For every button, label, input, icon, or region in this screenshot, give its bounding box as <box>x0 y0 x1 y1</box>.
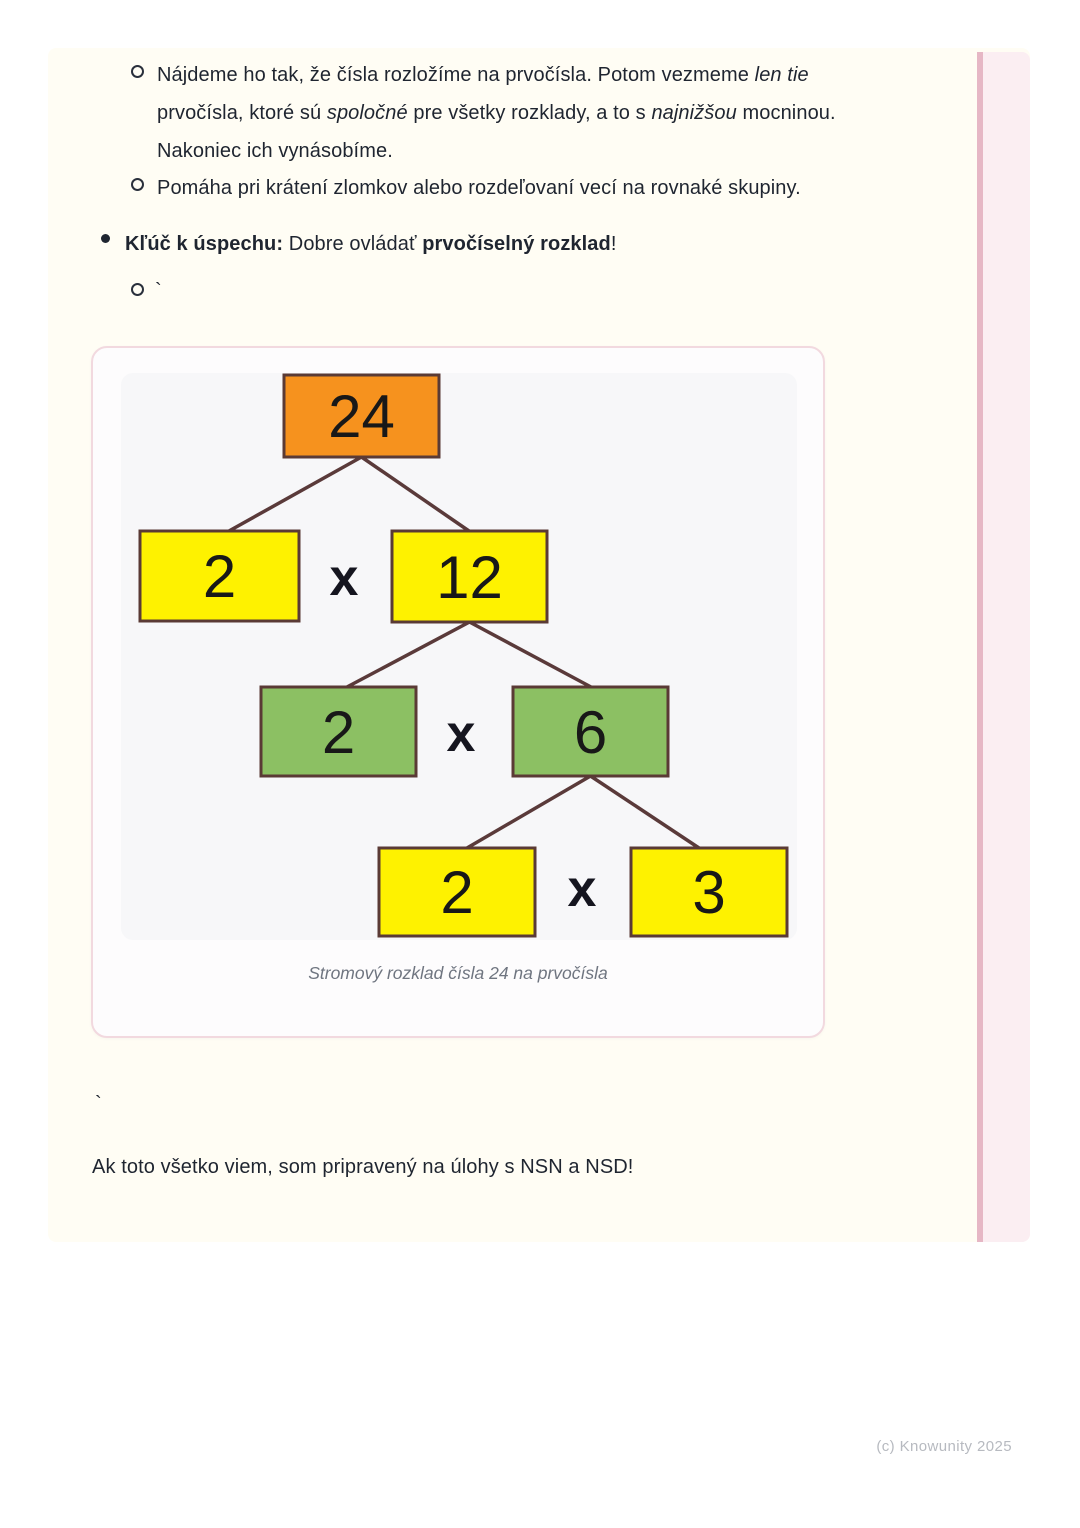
figure-card <box>91 346 825 1038</box>
disc-bullet-icon <box>101 234 110 243</box>
footer-copyright: (c) Knowunity 2025 <box>876 1438 1012 1455</box>
figure-caption: Stromový rozklad čísla 24 na prvočísla <box>308 963 608 983</box>
key-label: Kľúč k úspechu: <box>125 233 284 255</box>
bullet-text-italic: len tie <box>754 64 809 86</box>
closing-paragraph: Ak toto všetko viem, som pripravený na úlohy s NSN a NSD! <box>92 1156 634 1178</box>
bullet-text: mocninou. Nakoniec ich vynásobíme. <box>157 102 836 162</box>
tree-edge-24-12 <box>362 457 470 531</box>
document-page <box>48 48 1030 1242</box>
tick-text: ` <box>155 280 162 302</box>
multiply-operator: x <box>329 549 359 607</box>
key-end: ! <box>610 233 617 255</box>
tree-node-24-label: 24 <box>328 383 395 450</box>
bullet-item-method <box>157 56 849 170</box>
tree-edge-12-6 <box>470 622 592 687</box>
factor-tree-image <box>121 373 797 940</box>
bullet-item-tick <box>155 272 162 310</box>
tree-node-3-label: 3 <box>692 859 726 926</box>
circle-bullet-icon <box>131 65 144 78</box>
bullet-text: prvočísla, ktoré sú <box>157 102 327 124</box>
factor-tree-svg <box>121 373 797 940</box>
bullet-text: pre všetky rozklady, a to s <box>407 102 652 124</box>
tree-edge-6-2 <box>467 776 591 848</box>
bullet-item-usage <box>157 169 877 207</box>
tree-node-2c-label: 2 <box>440 859 474 926</box>
tree-node-2a-label: 2 <box>202 543 237 610</box>
multiply-operator: x <box>446 705 476 763</box>
key-strong: prvočíselný rozklad <box>422 233 611 255</box>
tree-edge-12-2 <box>347 622 470 687</box>
bullet-text-italic: najnižšou <box>651 102 737 124</box>
tree-node-6-label: 6 <box>573 699 608 766</box>
key-mid: Dobre ovládať <box>283 233 423 255</box>
stray-tick: ` <box>95 1093 102 1115</box>
tree-edge-6-3 <box>591 776 700 848</box>
page-edge-stripe <box>977 52 1030 1242</box>
multiply-operator: x <box>567 860 597 918</box>
bullet-text-italic: spoločné <box>326 102 408 124</box>
tree-node-12-label: 12 <box>436 544 503 611</box>
circle-bullet-icon <box>131 283 144 296</box>
circle-bullet-icon <box>131 178 144 191</box>
tree-edge-24-2 <box>229 457 362 531</box>
bullet-item-key <box>125 225 865 263</box>
tree-node-2b-label: 2 <box>321 699 356 766</box>
bullet-text: Nájdeme ho tak, že čísla rozložíme na prvočísla. Potom vezmeme <box>157 64 755 86</box>
bullet-text: Pomáha pri krátení zlomkov alebo rozdeľovaní vecí na rovnaké skupiny. <box>157 177 801 199</box>
